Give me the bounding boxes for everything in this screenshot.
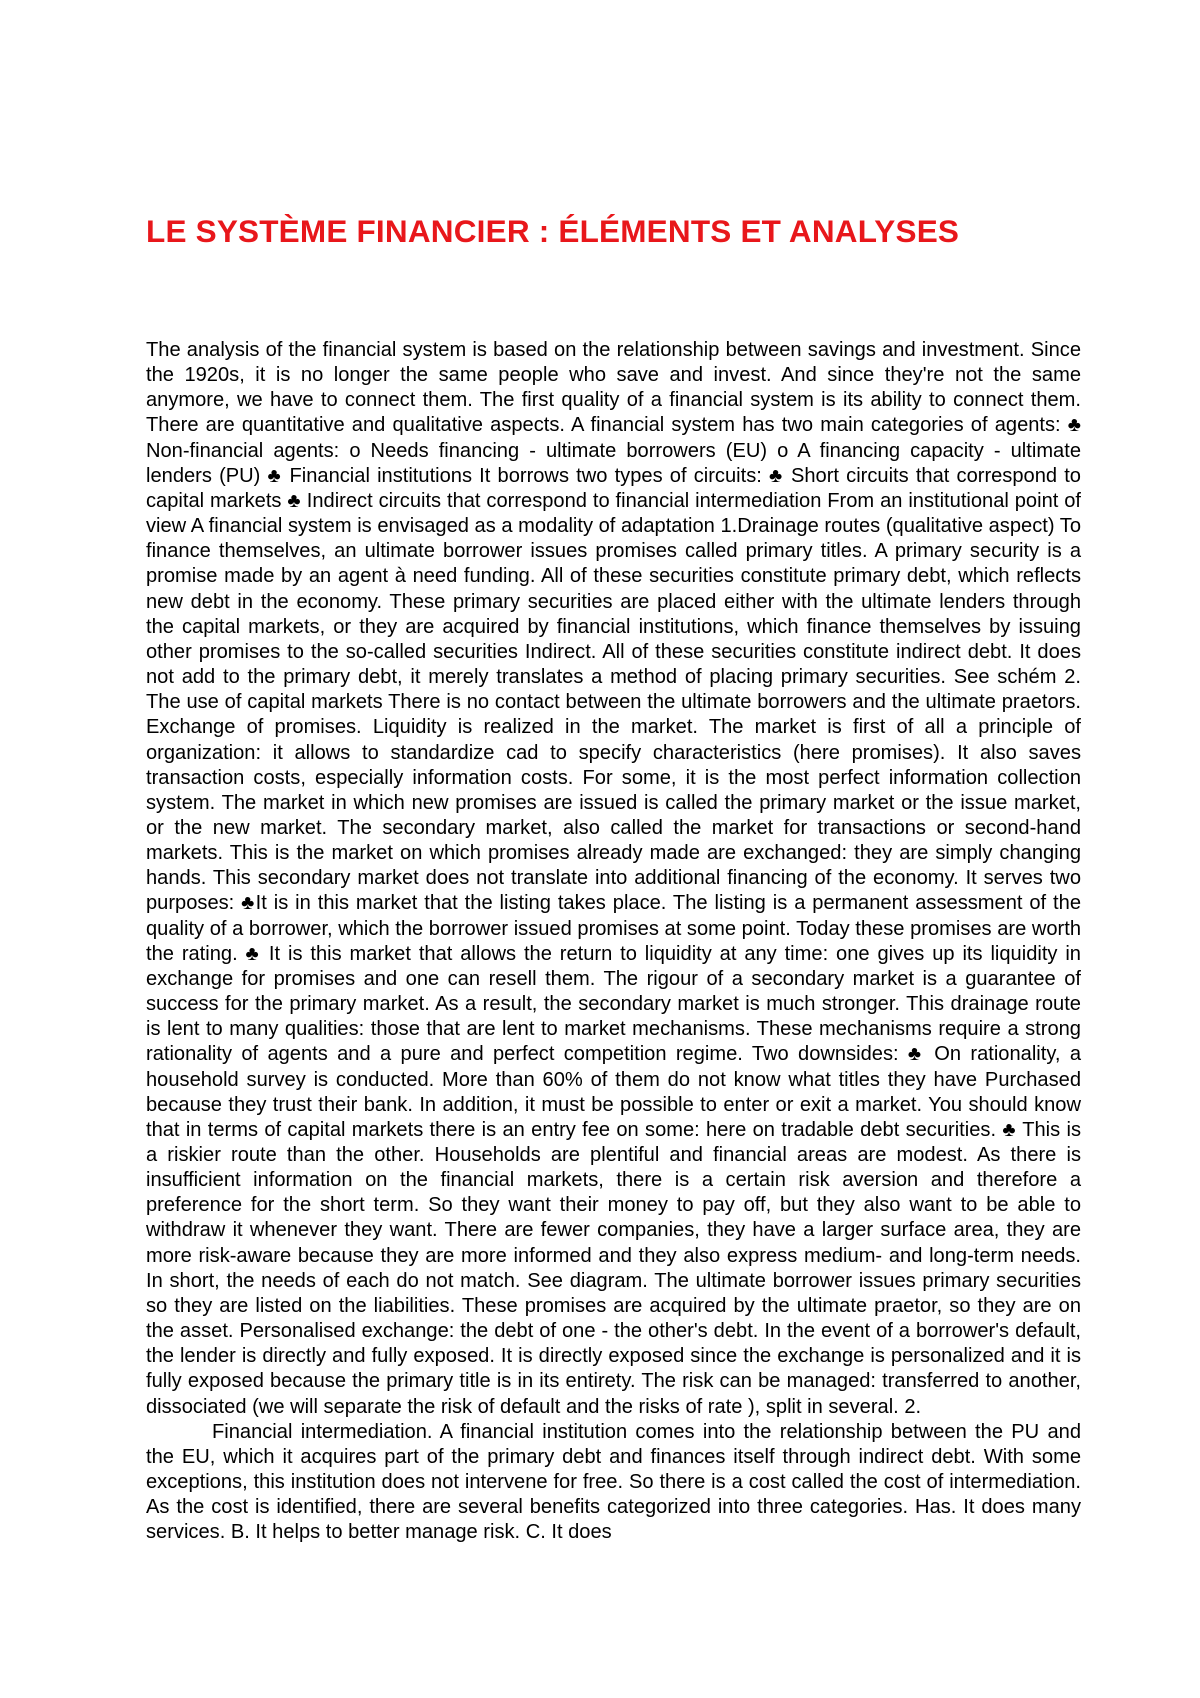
paragraph-2: Financial intermediation. A financial institution comes into the relationship between the PU and the EU, which it acquires part of the primary debt and finances itself through indirect debt. With some exceptions, this institution does not intervene for free. So there is a cost called the cost of intermediation. As the cost is identified, there are several benefits categorized into three categories. Has. It does many services. B. It helps to better manage risk. C. It does (146, 1420, 1081, 1544)
paragraph-1: The analysis of the financial system is based on the relationship between savings and investment. Since the 1920s, it is no longer the same people who save and invest. And since they're not the same anymore, we have to connect them. The first quality of a financial system is its ability to connect them. There are quantitative and qualitative aspects. A financial system has two main categories of agents: ♣ Non-financial agents: o Needs financing - ultimate borrowers (EU) o A financing capacity - ultimate lenders (PU) ♣ Financial institutions It borrows two types of circuits: ♣ Short circuits that correspond to capital markets ♣ Indirect circuits that correspond to financial intermediation From an institutional point of view A financial system is envisaged as a modality of adaptation 1.Drainage routes (qualitative aspect) To finance themselves, an ultimate borrower issues promises called primary titles. A primary security is a promise made by an agent à need funding. All of these securities constitute primary debt, which reflects new debt in the economy. These primary securities are placed either with the ultimate lenders through the capital markets, or they are acquired by financial institutions, which finance themselves by issuing other promises to the so-called securities Indirect. All of these securities constitute indirect debt. It does not add to the primary debt, it merely translates a method of placing primary securities. See schém 2. The use of capital markets There is no contact between the ultimate borrowers and the ultimate praetors. Exchange of promises. Liquidity is realized in the market. The market is first of all a principle of organization: it allows to standardize cad to specify characteristics (here promises). It also saves transaction costs, especially information costs. For some, it is the most perfect information collection system. The market in which new promises are issued is called the primary market or the issue market, or the new market. The secondary market, also called the market for transactions or second-hand markets. This is the market on which promises already made are exchanged: they are simply changing hands. This secondary market does not translate into additional financing of the economy. It serves two purposes: ♣It is in this market that the listing takes place. The listing is a permanent assessment of the quality of a borrower, which the borrower issued promises at some point. Today these promises are worth the rating. ♣ It is this market that allows the return to liquidity at any time: one gives up its liquidity in exchange for promises and one can resell them. The rigour of a secondary market is a guarantee of success for the primary market. As a result, the secondary market is much stronger. This drainage route is lent to many qualities: those that are lent to market mechanisms. These mechanisms require a strong rationality of agents and a pure and perfect competition regime. Two downsides: ♣ On rationality, a household survey is conducted. More than 60% of them do not know what titles they have Purchased because they trust their bank. In addition, it must be possible to enter or exit a market. You should know that in terms of capital markets there is an entry fee on some: here on tradable debt securities. ♣ This is a riskier route than the other. Households are plentiful and financial areas are modest. As there is insufficient information on the financial markets, there is a certain risk aversion and therefore a preference for the short term. So they want their money to pay off, but they also want to be able to withdraw it whenever they want. There are fewer companies, they have a larger surface area, they are more risk-aware because they are more informed and they also express medium- and long-term needs. In short, the needs of each do not match. See diagram. The ultimate borrower issues primary securities so they are listed on the liabilities. These promises are acquired by the ultimate praetor, so they are on the asset. Personalised exchange: the debt of one - the other's debt. In the event of a borrower's default, the lender is directly and fully exposed. It is directly exposed since the exchange is personalized and it is fully exposed because the primary title is in its entirety. The risk can be managed: transferred to another, dissociated (we will separate the risk of default and the risks of rate ), split in several. 2. (146, 339, 1081, 1418)
document-body (146, 338, 1081, 1546)
document-title: LE SYSTÈME FINANCIER : ÉLÉMENTS ET ANALYSES (146, 213, 960, 249)
